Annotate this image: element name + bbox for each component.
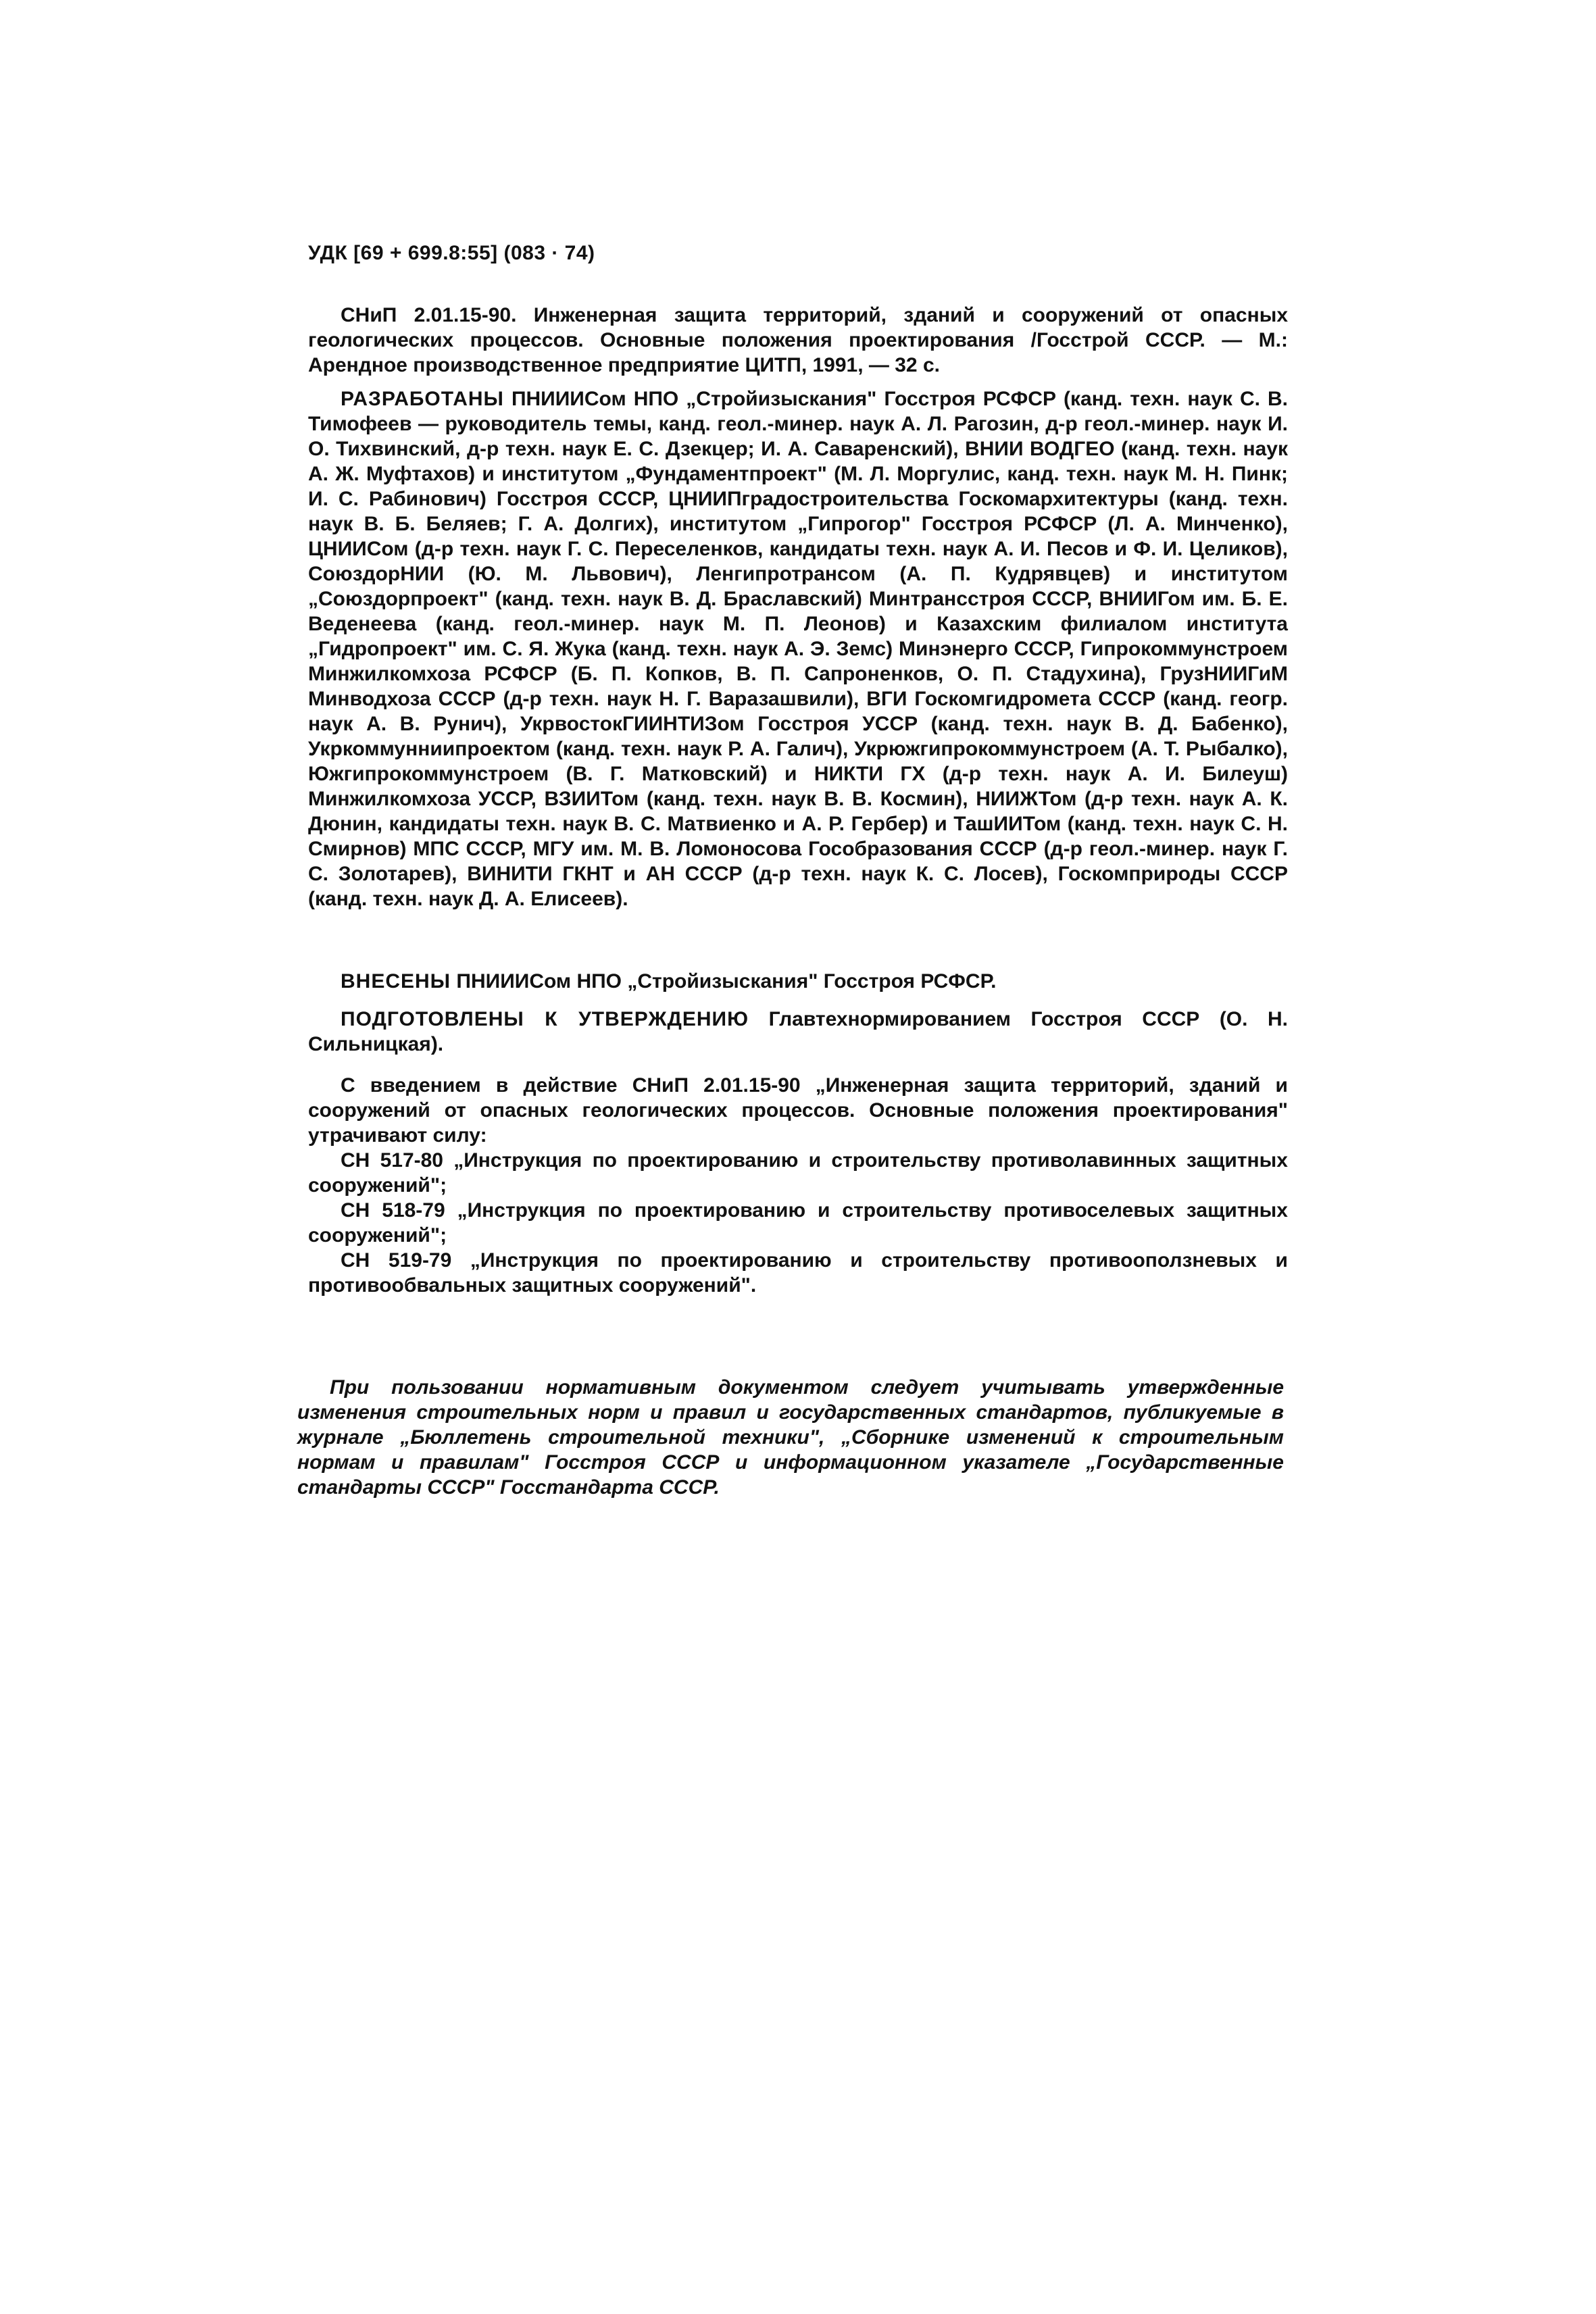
introduced-paragraph bbox=[308, 969, 1288, 994]
replaced-norm-item: СН 519-79 „Инструкция по проектированию и строительству противооползневых и противообвальных защитных сооружений". bbox=[308, 1249, 1288, 1297]
developers-heading: РАЗРАБОТАНЫ bbox=[341, 388, 504, 410]
prepared-heading: ПОДГОТОВЛЕНЫ К УТВЕРЖДЕНИЮ bbox=[341, 1008, 749, 1030]
prepared-paragraph bbox=[308, 1007, 1288, 1057]
introduced-text: ПНИИИСом НПО „Стройизыскания" Госстроя РСФСР. bbox=[456, 970, 997, 992]
replaced-norm-item: СН 517-80 „Инструкция по проектированию и строительству противолавинных защитных сооружений"; bbox=[308, 1149, 1288, 1197]
developers-paragraph bbox=[308, 386, 1288, 911]
bibliographic-entry: СНиП 2.01.15-90. Инженерная защита территорий, зданий и сооружений от опасных геологических процессов. Основные положения проектирования /Госстрой СССР. — М.: Арендное производственное предприятие ЦИТП, 1991, — 32 с. bbox=[308, 304, 1288, 376]
replaced-norm-item: СН 518-79 „Инструкция по проектированию и строительству противоселевых защитных сооружений"; bbox=[308, 1199, 1288, 1247]
introduced-heading: ВНЕСЕНЫ bbox=[341, 970, 451, 992]
usage-note: При пользовании нормативным документом следует учитывать утвержденные изменения строительных норм и правил и государственных стандартов, публикуемые в журнале „Бюллетень строительной техники", „Сборнике изменений к строительным нормам и правилам" Госстроя СССР и информационном указателе „Государственные стандарты СССР" Госстандарта СССР. bbox=[297, 1376, 1284, 1499]
replacement-intro: С введением в действие СНиП 2.01.15-90 „Инженерная защита территорий, зданий и сооружений от опасных геологических процессов. Основные положения проектирования" утрачивают силу: bbox=[308, 1074, 1288, 1147]
prepared-text: Главтехнормированием Госстроя СССР (О. Н. Сильницкая). bbox=[308, 1008, 1288, 1055]
replacement-section bbox=[308, 1073, 1288, 1298]
udk-code: УДК [69 + 699.8:55] (083 · 74) bbox=[308, 242, 595, 264]
developers-text: ПНИИИСом НПО „Стройизыскания" Госстроя РСФСР (канд. техн. наук С. В. Тимофеев — руководитель темы, канд. геол.-минер. наук А. Л. Рагозин, д-р геол.-минер. наук И. О. Тихвинский, д-р техн. наук Е. С. Дзекцер; И. А. Саваренский), ВНИИ ВОДГЕО (канд. техн. наук А. Ж. Муфтахов) и институтом „Фундаментпроект" (М. Л. Моргулис, канд. техн. наук М. Н. Пинк; И. С. Рабинович) Госстроя СССР, ЦНИИПградостроительства Госкомархитектуры (канд. техн. наук В. Б. Беляев; Г. А. Долгих), институтом „Гипрогор" Госстроя РСФСР (Л. А. Минченко), ЦНИИСом (д-р техн. наук Г. С. Переселенков, кандидаты техн. наук А. И. Песов и Ф. И. Целиков), СоюздорНИИ (Ю. М. Львович), Ленгипротрансом (А. П. Кудрявцев) и институтом „Союздорпроект" (канд. техн. наук В. Д. Браславский) Минтрансстроя СССР, ВНИИГом им. Б. Е. Веденеева (канд. геол.-минер. наук М. П. Леонов) и Казахским филиалом института „Гидропроект" им. С. Я. Жука (канд. техн. наук А. Э. Земс) Минэнерго СССР, Гипрокоммунстроем Минжилкомхоза РСФСР (Б. П. Копков, В. П. Сапроненков, О. П. Стадухина), ГрузНИИГиМ Минводхоза СССР (д-р техн. наук Н. Г. Варазашвили), ВГИ Госкомгидромета СССР (канд. геогр. наук А. В. Рунич), УкрвостокГИИНТИЗом Госстроя УССР (канд. техн. наук В. Д. Бабенко), Укркоммунниипроектом (канд. техн. наук Р. А. Галич), Укрюжгипрокоммунстроем (А. Т. Рыбалко), Южгипрокоммунстроем (В. Г. Матковский) и НИКТИ ГХ (д-р техн. наук А. И. Билеуш) Минжилкомхоза УССР, ВЗИИТом (канд. техн. наук В. В. Космин), НИИЖТом (д-р техн. наук А. К. Дюнин, кандидаты техн. наук В. С. Матвиенко и А. Р. Гербер) и ТашИИТом (канд. техн. наук С. Н. Смирнов) МПС СССР, МГУ им. М. В. Ломоносова Гособразования СССР (д-р геол.-минер. наук Г. С. Золотарев), ВИНИТИ ГКНТ и АН СССР (д-р техн. наук К. С. Лосев), Госкомприроды СССР (канд. техн. наук Д. А. Елисеев). bbox=[308, 388, 1288, 910]
